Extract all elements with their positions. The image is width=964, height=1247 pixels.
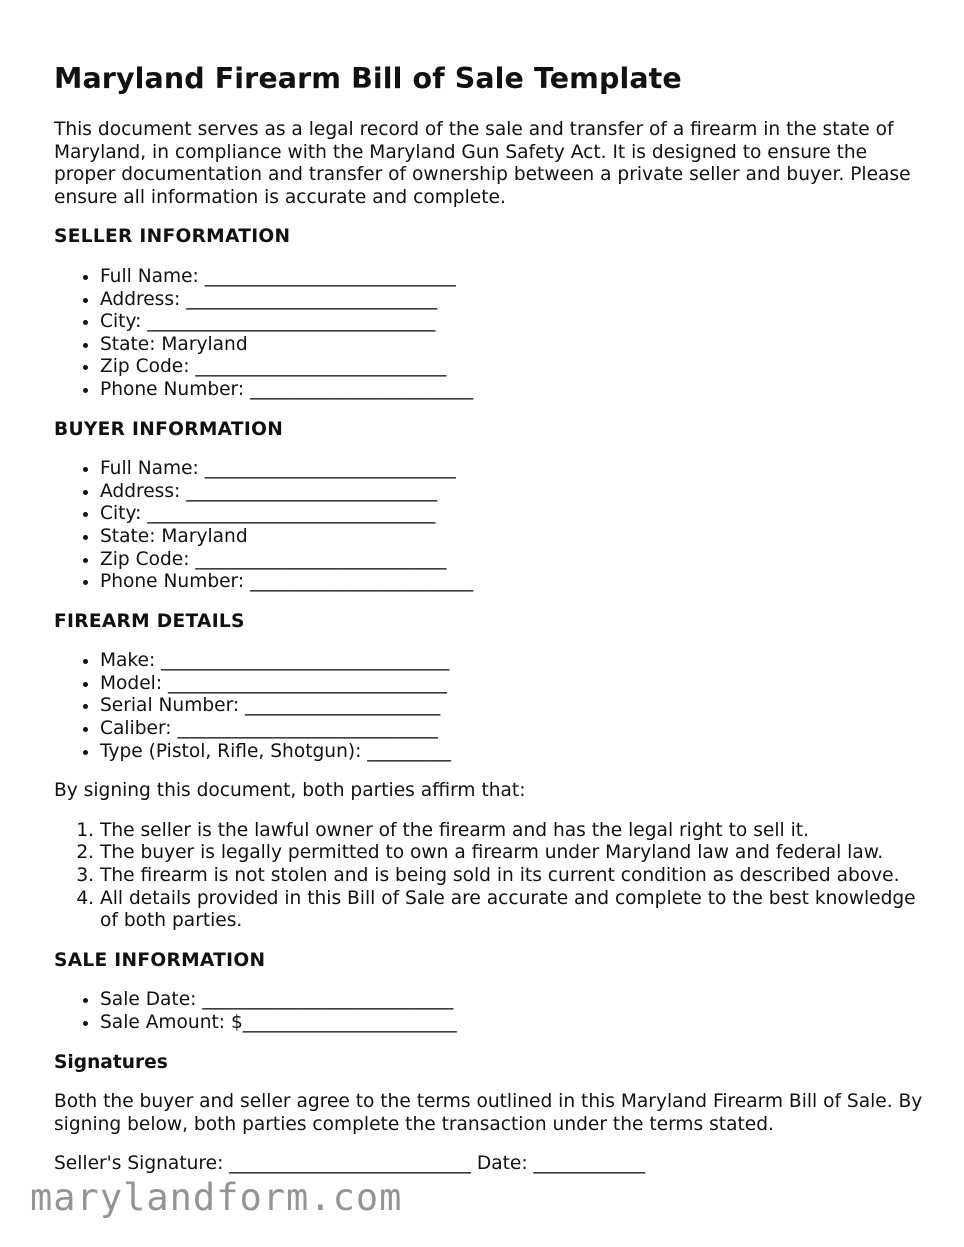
seller-city-field: • City: _______________________________ [100,311,924,334]
document-title: Maryland Firearm Bill of Sale Template [54,62,682,95]
sale-date-field: • Sale Date: ___________________________ [100,989,924,1012]
buyer-heading: BUYER INFORMATION [54,418,284,440]
affirmations-list [54,820,924,933]
buyer-list [54,458,924,594]
affirm-intro: By signing this document, both parties affirm that: [54,780,526,802]
intro-paragraph: This document serves as a legal record of the sale and transfer of a firearm in the state of Maryland, in compliance with the Maryland Gun Safety Act. It is designed to ensure the proper documentation and transfer of ownership between a private seller and buyer. Please ensure all information is accurate and complete. [54,119,911,208]
buyer-state-field: • State: Maryland [100,526,924,549]
buyer-city-field: • City: _______________________________ [100,503,924,526]
sale-amount-field: • Sale Amount: $_______________________ [100,1012,924,1035]
seller-state-field: • State: Maryland [100,334,924,357]
firearm-type-field: • Type (Pistol, Rifle, Shotgun): _________ [100,741,924,764]
firearm-heading: FIREARM DETAILS [54,610,245,632]
buyer-phone-field: • Phone Number: ________________________ [100,571,924,594]
buyer-zip-field: • Zip Code: ___________________________ [100,549,924,572]
affirmation-item: 1. The seller is the lawful owner of the firearm and has the legal right to sell it. [100,820,924,843]
sale-heading: SALE INFORMATION [54,949,266,971]
buyer-address-field: • Address: ___________________________ [100,481,924,504]
seller-list [54,266,924,402]
sale-list [54,989,924,1034]
seller-full-name-field: • Full Name: ___________________________ [100,266,924,289]
seller-phone-field: • Phone Number: ________________________ [100,379,924,402]
seller-heading: SELLER INFORMATION [54,226,291,248]
affirmation-item: 4. All details provided in this Bill of Sale are accurate and complete to the best knowledge of both parties. [100,888,924,933]
firearm-make-field: • Make: _______________________________ [100,650,924,673]
signatures-paragraph: Both the buyer and seller agree to the terms outlined in this Maryland Firearm Bill of Sale. By signing below, both parties complete the transaction under the terms stated. [54,1091,923,1135]
affirmation-item: 3. The firearm is not stolen and is being sold in its current condition as described above. [100,865,924,888]
seller-signature-line: Seller's Signature: __________________________ Date: ____________ [54,1153,646,1175]
site-watermark: marylandform.com [30,1176,403,1219]
firearm-serial-field: • Serial Number: _____________________ [100,695,924,718]
document-page [54,62,924,1176]
buyer-full-name-field: • Full Name: ___________________________ [100,458,924,481]
firearm-model-field: • Model: ______________________________ [100,673,924,696]
seller-address-field: • Address: ___________________________ [100,289,924,312]
firearm-caliber-field: • Caliber: ____________________________ [100,718,924,741]
signatures-heading: Signatures [54,1051,168,1073]
firearm-list [54,650,924,763]
seller-zip-field: • Zip Code: ___________________________ [100,356,924,379]
affirmation-item: 2. The buyer is legally permitted to own a firearm under Maryland law and federal law. [100,842,924,865]
